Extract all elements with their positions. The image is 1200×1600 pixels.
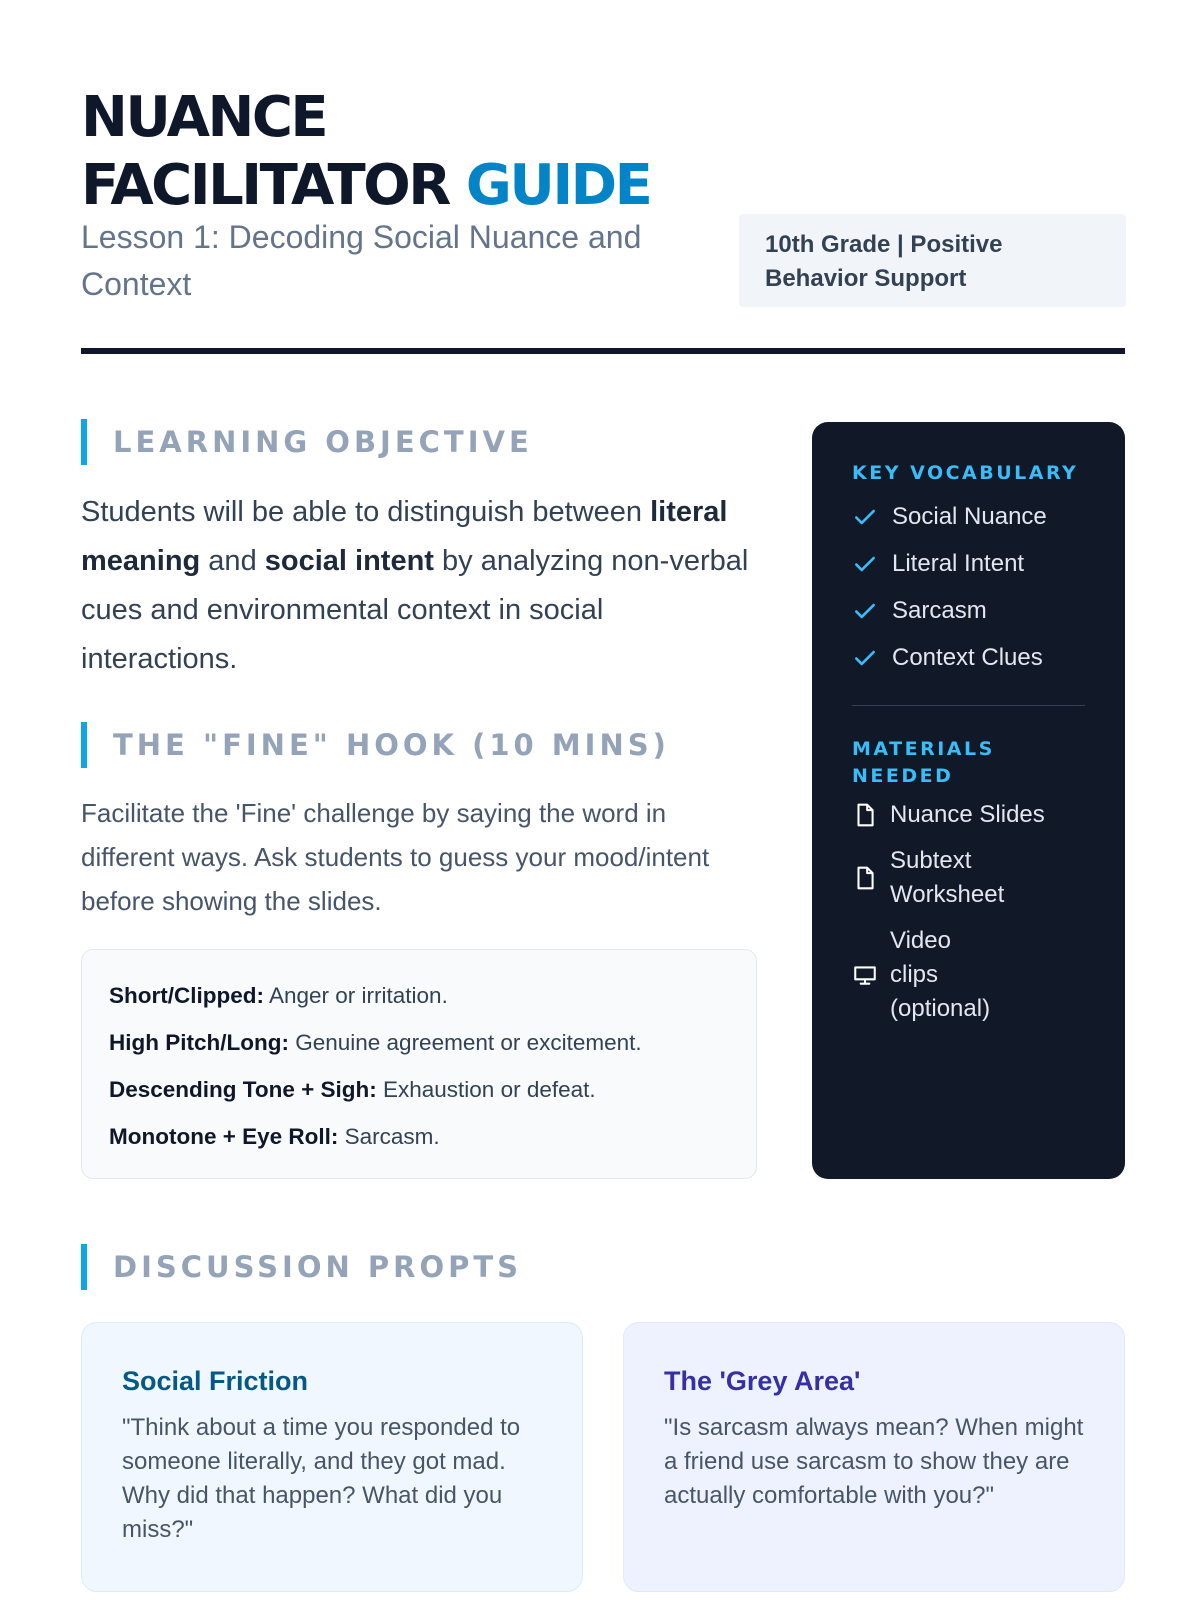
cue-meaning: Anger or irritation.: [263, 983, 448, 1008]
material-label: Video clips (optional): [890, 927, 991, 1022]
page-title: [81, 84, 650, 220]
cue-label: High Pitch/Long:: [109, 1030, 289, 1055]
file-icon: [852, 865, 878, 891]
check-icon: [852, 551, 878, 577]
title-line-2-prefix: FACILITATOR: [81, 153, 449, 218]
vocabulary-materials-sidebar: [812, 422, 1125, 1179]
vocab-item: [852, 634, 1085, 681]
tone-cue-row: [109, 972, 729, 1019]
learning-objective-text: [81, 488, 761, 684]
material-item: [852, 844, 1005, 912]
title-line-1: NUANCE: [81, 85, 327, 150]
objective-text-part-2: and: [200, 545, 265, 577]
card-prompt: "Think about a time you responded to someone literally, and they got mad. Why did that happen? What did you miss?": [122, 1414, 521, 1543]
check-icon: [852, 645, 878, 671]
material-label: Subtext Worksheet: [890, 847, 1005, 908]
file-icon: [852, 802, 878, 828]
material-label: Nuance Slides: [890, 801, 1045, 828]
vocab-item: [852, 540, 1085, 587]
cue-label: Monotone + Eye Roll:: [109, 1124, 339, 1149]
sidebar-divider: [852, 705, 1085, 706]
check-icon: [852, 598, 878, 624]
header-divider: [81, 348, 1125, 354]
monitor-icon: [852, 962, 878, 988]
check-icon: [852, 504, 878, 530]
discussion-prompts-heading: DISCUSSION PROPTS: [81, 1244, 522, 1290]
cue-meaning: Sarcasm.: [338, 1124, 440, 1149]
vocab-term: Sarcasm: [892, 596, 987, 624]
discussion-card-social-friction: [81, 1322, 583, 1592]
cue-meaning: Exhaustion or defeat.: [376, 1077, 596, 1102]
key-vocabulary-heading: KEY VOCABULARY: [852, 462, 1079, 484]
tone-cue-row: [109, 1113, 729, 1160]
tone-cue-box: [81, 949, 757, 1179]
lesson-subtitle: Lesson 1: Decoding Social Nuance and Context: [81, 219, 642, 302]
vocabulary-list: [852, 493, 1085, 681]
tone-cue-row: [109, 1066, 729, 1113]
vocab-term: Context Clues: [892, 643, 1043, 671]
badge-line-1: 10th Grade | Positive: [765, 231, 1003, 258]
vocab-item: [852, 493, 1085, 540]
vocab-term: Social Nuance: [892, 502, 1047, 530]
card-prompt: "Is sarcasm always mean? When might a friend use sarcasm to show they are actually comfortable with you?": [664, 1414, 1084, 1509]
material-item: [852, 798, 1085, 832]
materials-needed-heading: MATERIALS NEEDED: [852, 738, 995, 787]
cue-label: Short/Clipped:: [109, 983, 264, 1008]
cue-meaning: Genuine agreement or excitement.: [288, 1030, 642, 1055]
tone-cue-row: [109, 1019, 729, 1066]
badge-line-2: Behavior Support: [765, 265, 967, 292]
cue-label: Descending Tone + Sigh:: [109, 1077, 377, 1102]
card-title: The 'Grey Area': [664, 1366, 861, 1396]
title-line-2-accent: GUIDE: [465, 153, 651, 218]
learning-objective-heading: LEARNING OBJECTIVE: [81, 419, 533, 465]
objective-bold-literal-meaning: literal meaning: [81, 496, 728, 577]
materials-list: [852, 798, 1085, 1026]
card-title: Social Friction: [122, 1366, 309, 1396]
material-item: [852, 924, 1002, 1026]
fine-hook-instructions: Facilitate the 'Fine' challenge by saying the word in different ways. Ask students to guess your mood/intent before showing the slides.: [81, 798, 710, 916]
grade-badge: [739, 214, 1126, 307]
objective-text-part-3: by analyzing non-verbal cues and environmental context in social interactions.: [81, 545, 749, 675]
vocab-item: [852, 587, 1085, 634]
objective-text-part-1: Students will be able to distinguish between: [81, 496, 651, 528]
vocab-term: Literal Intent: [892, 549, 1025, 577]
fine-hook-heading: THE "FINE" HOOK (10 MINS): [81, 722, 670, 768]
discussion-card-grey-area: [623, 1322, 1125, 1592]
objective-bold-social-intent: social intent: [264, 545, 434, 577]
